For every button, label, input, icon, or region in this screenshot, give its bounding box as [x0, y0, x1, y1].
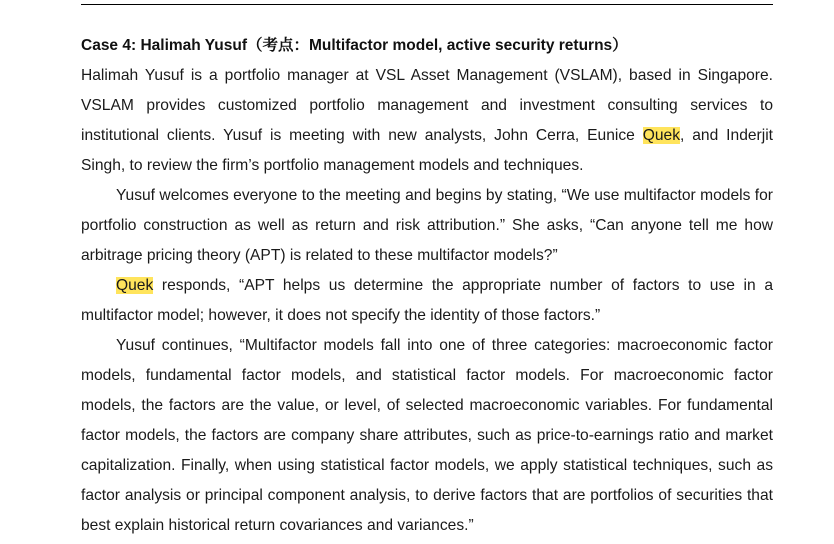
paragraph-yusuf-continues: Yusuf continues, “Multifactor models fall into one of three categories: macroeconomic factor models, fundamental factor models, and statistical factor models. For macroeconomic factor models, the factors are the value, or level, of selected macroeconomic variables. For fundamental factor models, the factors are company share attributes, such as price-to-earnings ratio and market capitalization. Finally, when using statistical factor models, we apply statistical techniques, such as factor analysis or principal component analysis, to derive factors that are portfolios of securities that best explain historical return covariances and variances.” [81, 337, 773, 534]
document-body [81, 34, 773, 541]
paragraph-yusuf-welcome: Yusuf welcomes everyone to the meeting and begins by stating, “We use multifactor models for portfolio construction as well as return and risk attribution.” She asks, “Can anyone tell me how arbitrage pricing theory (APT) is related to these multifactor models?” [81, 187, 773, 264]
case-title: Case 4: Halimah Yusuf（考点：Multifactor model, active security returns） [81, 37, 628, 54]
paragraph-intro [81, 61, 773, 181]
highlighted-name-quek: Quek [642, 127, 681, 144]
paragraph-intro-text-end: , and Inderjit Singh, to review the firm’s portfolio management models and techniques. [81, 127, 773, 174]
paragraph-quek-response [81, 271, 773, 331]
paragraph-quek-response-text: responds, “APT helps us determine the appropriate number of factors to use in a multifactor model; however, it does not specify the identity of those factors.” [81, 277, 773, 324]
top-rule [81, 4, 773, 5]
paragraph-intro-text: Halimah Yusuf is a portfolio manager at VSL Asset Management (VSLAM), based in Singapore. VSLAM provides customized portfolio management and investment consulting services to institutional clients. Yusuf is meeting with new analysts, John Cerra, Eunice [81, 67, 773, 144]
highlighted-name-quek-2: Quek [116, 277, 154, 294]
